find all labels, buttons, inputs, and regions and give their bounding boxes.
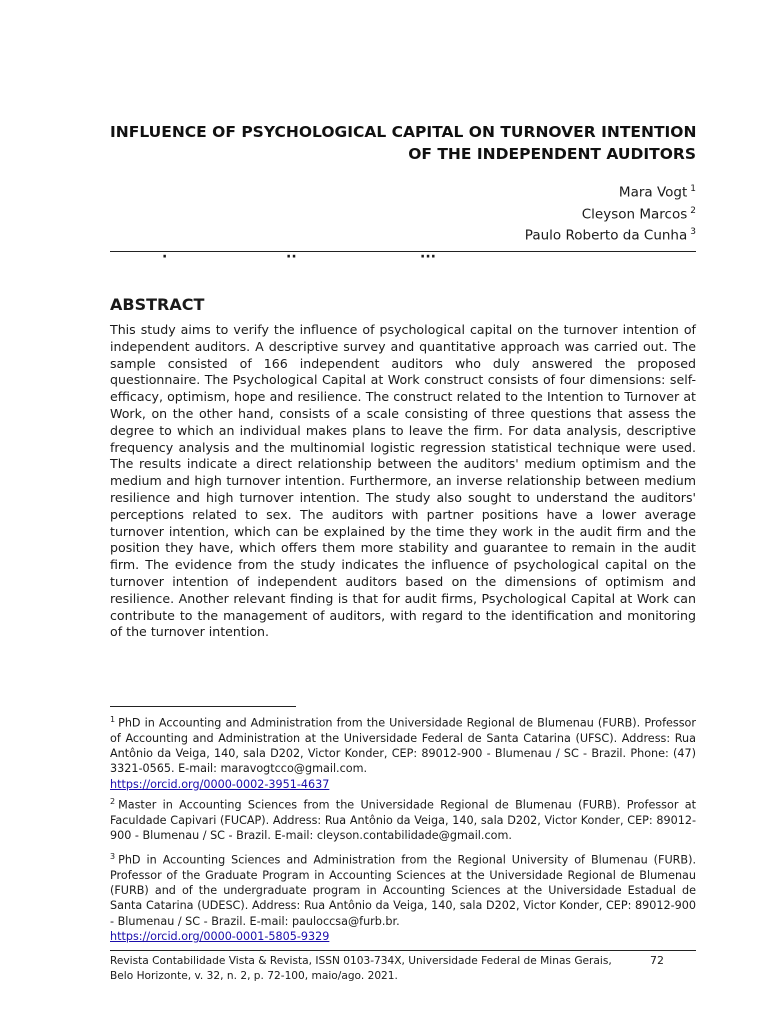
author-list — [525, 180, 696, 245]
marks-row — [110, 249, 696, 265]
footnote-mark: 1 — [110, 715, 116, 724]
footnote-mark: 3 — [110, 852, 116, 861]
footnote-3 — [110, 849, 696, 944]
mark-single: · — [162, 249, 168, 265]
footnote-1 — [110, 712, 696, 792]
mark-double: ·· — [286, 249, 297, 265]
footnote-2 — [110, 794, 696, 843]
author — [525, 202, 696, 224]
author-footnote-mark: 3 — [690, 227, 696, 237]
author-footnote-mark: 1 — [690, 184, 696, 194]
title-line-1: INFLUENCE OF PSYCHOLOGICAL CAPITAL ON TURNOVER INTENTION — [110, 123, 697, 141]
abstract-text: This study aims to verify the influence of psychological capital on the turnover intention of independent auditors. A descriptive survey and quantitative approach was carried out. The sample consisted of 166 independent auditors who duly answered the proposed questionnaire. The Psychological Capital at Work construct consists of four dimensions: self-efficacy, optimism, hope and resilience. The construct related to the Intention to Turnover at Work, on the other hand, consists of a scale consisting of three questions that assess the degree to which an individual makes plans to leave the firm. For data analysis, descriptive frequency analysis and the multinomial logistic regression statistical technique were used. The results indicate a direct relationship between the auditors' medium optimism and the medium and high turnover intention. Furthermore, an inverse relationship between medium resilience and high turnover intention. The study also sought to understand the auditors' perceptions related to sex. The auditors with partner positions have a lower average turnover intention, which can be explained by the time they work in the audit firm and the position they have, which offers them more stability and guarantee to remain in the audit firm. The evidence from the study indicates the influence of psychological capital on the turnover intention of independent auditors based on the dimensions of optimism and resilience. Another relevant finding is that for audit firms, Psychological Capital at Work can contribute to the management of auditors, with regard to the identification and monitoring of the turnover intention. — [110, 322, 696, 640]
footnote-text: PhD in Accounting Sciences and Administration from the Regional University of Blumenau (FURB). Professor of the Graduate Program in Accounting Sciences at the Universidade Regional de Blumenau (FURB) and of the undergraduate program in Accounting Sciences at the Universidade Estadual de Santa Catarina (UDESC). Address: Rua Antônio da Veiga, 140, sala D202, Victor Konder, CEP: 89012-900 - Blumenau / SC - Brazil. E-mail: pauloccsa@furb.br. — [110, 853, 696, 928]
footnote-divider — [110, 706, 296, 707]
author-footnote-mark: 2 — [690, 205, 696, 216]
footer-divider — [110, 950, 696, 951]
footnote-text: PhD in Accounting and Administration from the Universidade Regional de Blumenau (FURB). Professor of Accounting and Administration at the Universidade Federal de Santa Catarina (UFSC). Address: Rua Antônio da Veiga, 140, sala D202, Victor Konder, CEP: 89012-900 - Blumenau / SC - Brazil. Phone: (47) 3321-0565. E-mail: maravogtcco@gmail.com. — [110, 716, 696, 776]
orcid-link[interactable]: https://orcid.org/0000-0002-3951-4637 — [110, 777, 330, 791]
author — [525, 223, 696, 245]
footer-line-1: Revista Contabilidade Vista & Revista, ISSN 0103-734X, Universidade Federal de Minas Gerais, — [110, 955, 612, 967]
page-number: 72 — [650, 954, 664, 967]
title-line-2: OF THE INDEPENDENT AUDITORS — [408, 145, 696, 163]
journal-footer — [110, 954, 630, 984]
author-name: Mara Vogt — [618, 184, 688, 201]
orcid-link[interactable]: https://orcid.org/0000-0001-5805-9329 — [110, 929, 330, 943]
footnote-mark: 2 — [110, 797, 116, 806]
author-name: Paulo Roberto da Cunha — [524, 227, 688, 244]
paper-title — [110, 121, 696, 165]
author — [525, 180, 696, 202]
abstract-heading: ABSTRACT — [110, 295, 205, 314]
footnote-text: Master in Accounting Sciences from the Universidade Regional de Blumenau (FURB). Professor at Faculdade Capivari (FUCAP). Address: Rua Antônio da Veiga, 140, sala D202, Victor Konder, CEP: 89012-900 - Blumenau / SC - Brazil. E-mail: cleyson.contabilidade@gmail.com. — [110, 798, 696, 843]
mark-triple: ··· — [420, 249, 436, 265]
author-name: Cleyson Marcos — [581, 206, 688, 222]
footer-line-2: Belo Horizonte, v. 32, n. 2, p. 72-100, maio/ago. 2021. — [110, 970, 398, 982]
